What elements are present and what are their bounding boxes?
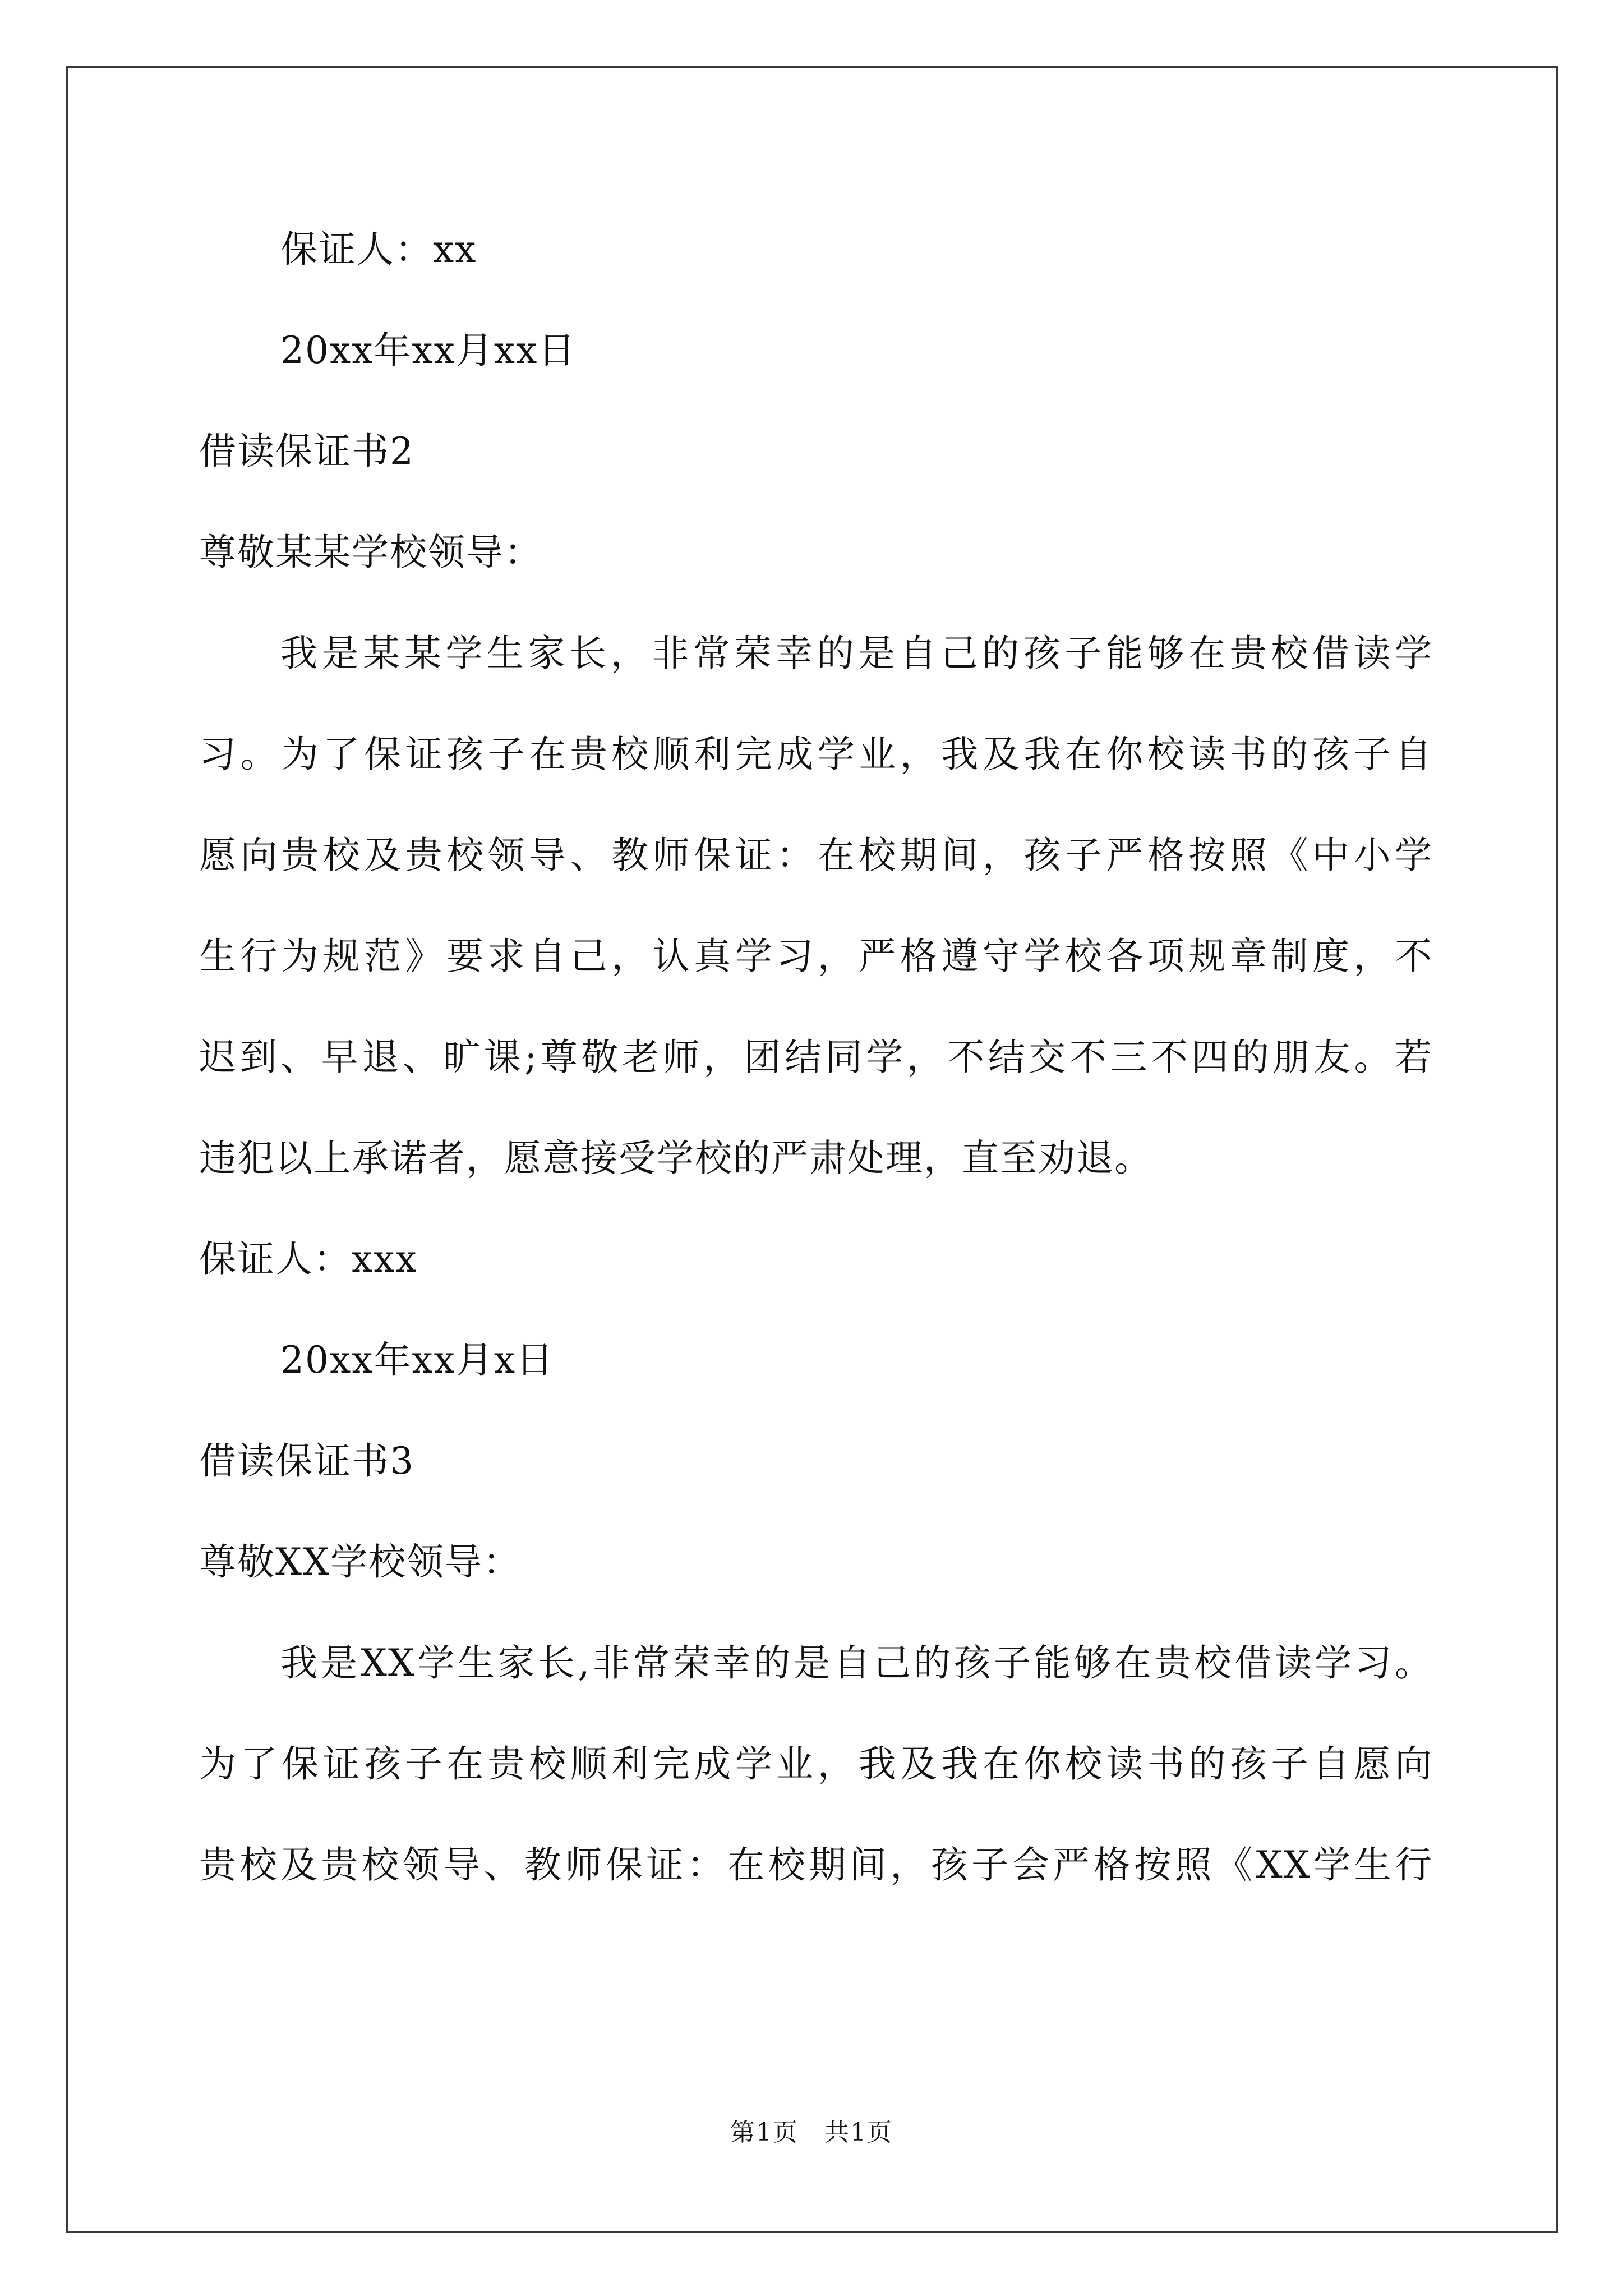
section-title-3: 借读保证书3 [199, 1439, 414, 1483]
paragraph-2-line-1: 我是某某学生家长，非常荣幸的是自己的孩子能够在贵校借读学 [280, 632, 1433, 675]
signatory-line-2: 保证人：xxx [199, 1237, 418, 1281]
paragraph-2-line-3: 愿向贵校及贵校领导、教师保证：在校期间，孩子严格按照《中小学 [199, 834, 1433, 877]
section-title-2: 借读保证书2 [199, 430, 414, 473]
date-line-2: 20xx年xx月x日 [280, 1338, 555, 1382]
signatory-line-1: 保证人：xx [280, 228, 477, 271]
paragraph-2-line-4: 生行为规范》要求自己，认真学习，严格遵守学校各项规章制度，不 [199, 935, 1433, 978]
date-line-1: 20xx年xx月xx日 [280, 329, 577, 372]
paragraph-2-line-2: 习。为了保证孩子在贵校顺利完成学业，我及我在你校读书的孩子自 [199, 733, 1433, 776]
paragraph-3-line-3: 贵校及贵校领导、教师保证：在校期间，孩子会严格按照《XX学生行 [199, 1843, 1433, 1887]
paragraph-2-line-6: 违犯以上承诺者，愿意接受学校的严肃处理，直至劝退。 [199, 1137, 1152, 1180]
paragraph-3-line-2: 为了保证孩子在贵校顺利完成学业，我及我在你校读书的孩子自愿向 [199, 1742, 1433, 1786]
paragraph-3-line-1: 我是XX学生家长,非常荣幸的是自己的孩子能够在贵校借读学习。 [280, 1641, 1433, 1685]
paragraph-2-line-5: 迟到、早退、旷课;尊敬老师，团结同学，不结交不三不四的朋友。若 [199, 1036, 1433, 1079]
salutation-3: 尊敬XX学校领导： [199, 1540, 521, 1584]
page-number-footer: 第1页 共1页 [730, 2118, 893, 2147]
salutation-2: 尊敬某某学校领导： [199, 531, 542, 574]
